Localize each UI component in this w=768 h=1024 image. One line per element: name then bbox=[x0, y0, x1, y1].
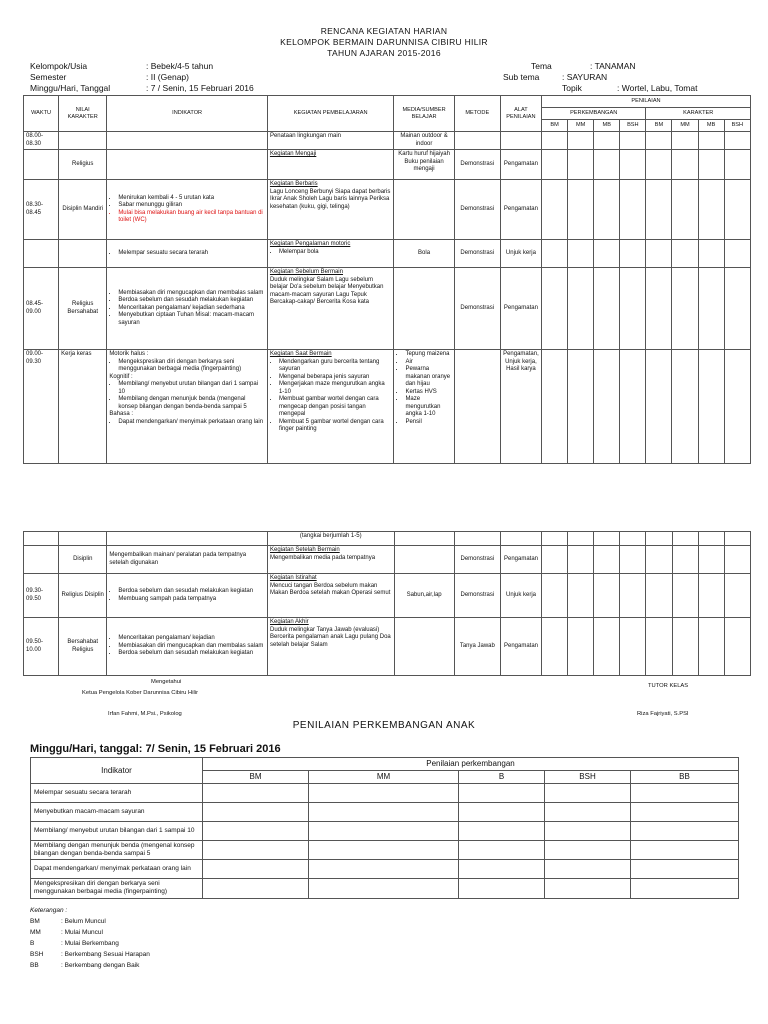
cell-waktu: 09.30-09.50 bbox=[24, 574, 59, 618]
cell-nilai: Disiplin Mandiri bbox=[59, 180, 107, 240]
rkh-table-continued bbox=[23, 531, 751, 676]
legend-bm: BM bbox=[30, 918, 40, 925]
score-cell[interactable] bbox=[631, 879, 739, 898]
sub-mm: MM bbox=[568, 120, 594, 132]
score-cell[interactable] bbox=[545, 879, 631, 898]
cell-kegiatan: Kegiatan Mengaji bbox=[269, 151, 317, 157]
kegiatan-body: Mencuci tangan Berdoa sebelum makan Makan Berdoa setelah makan Operasi semut bbox=[269, 582, 391, 596]
cell-metode: Demonstrasi bbox=[454, 180, 500, 240]
cell-metode: Demonstrasi bbox=[454, 240, 500, 268]
list-item: • Berdoa sebelum dan sesudah melakukan kegiatan bbox=[118, 297, 265, 305]
list-item: • Air bbox=[405, 359, 451, 367]
cell-indikator bbox=[107, 574, 268, 618]
cell-media bbox=[394, 350, 454, 464]
cell-metode: Demonstrasi bbox=[454, 546, 500, 574]
sub-mb-2: MB bbox=[698, 120, 724, 132]
kegiatan-body: Duduk melingkar Salam Lagu sebelum belajar Do'a sebelum belajar Menyebutkan macam-macam sayuran Lagu Tepuk Bercakap-cakap/ Bercerita Kosa kata bbox=[269, 276, 384, 305]
list-item: • Dapat mendengarkan/ menyimak perkataan orang lain bbox=[118, 419, 265, 427]
list-item: • Membilang dengan menunjuk benda (mengenal konsep bilangan dengan benda-benda sampai 5 bbox=[118, 396, 265, 411]
list-item: • Mendengarkan guru bercerita tentang sayuran bbox=[279, 359, 392, 374]
score-cell[interactable] bbox=[459, 860, 545, 879]
table-row bbox=[24, 180, 751, 240]
score-cell[interactable] bbox=[309, 803, 459, 822]
list-item: • Mengekspresikan diri dengan berkarya seni menggunakan berbagai media (fingerpainting) bbox=[118, 359, 265, 374]
cell-kegiatan: (tangkai berjumlah 1-5) bbox=[267, 532, 394, 546]
col-indikator: INDIKATOR bbox=[107, 96, 268, 132]
list-item: • Pensil bbox=[405, 419, 451, 427]
indicator-cell: Dapat mendengarkan/ menyimak perkataan orang lain bbox=[31, 860, 203, 879]
col-alat: ALAT PENILAIAN bbox=[500, 96, 541, 132]
score-cell[interactable] bbox=[203, 860, 309, 879]
legend-title: Keterangan : bbox=[30, 907, 68, 914]
subtema-label: Sub tema bbox=[503, 72, 540, 82]
cell-nilai: Disiplin bbox=[59, 546, 107, 574]
legend-bb-text: : Berkembang dengan Baik bbox=[61, 962, 140, 969]
cell-kegiatan: Penataan lingkungan main bbox=[267, 132, 394, 150]
score-cell[interactable] bbox=[459, 803, 545, 822]
indicator-cell: Menyebutkan macam-macam sayuran bbox=[31, 803, 203, 822]
score-cell[interactable] bbox=[545, 784, 631, 803]
semester-label: Semester bbox=[30, 72, 67, 82]
score-cell[interactable] bbox=[545, 841, 631, 860]
col-karakter: KARAKTER bbox=[646, 108, 751, 120]
level-bb: BB bbox=[631, 771, 739, 784]
table-row bbox=[31, 803, 739, 822]
list-item: • Membuang sampah pada tempatnya bbox=[118, 596, 265, 604]
score-cell[interactable] bbox=[309, 822, 459, 841]
table-row bbox=[24, 240, 751, 268]
table-row bbox=[31, 879, 739, 898]
kegiatan-body: Mengembalikan media pada tempatnya bbox=[269, 554, 376, 561]
indicator-cell: Membilang dengan menunjuk benda (mengenal konsep bilangan dengan benda-benda sampai 5 bbox=[31, 841, 203, 860]
legend-bm-text: : Belum Muncul bbox=[61, 918, 106, 925]
topik-label: Topik bbox=[562, 83, 582, 93]
col-penilaian-perkembangan: Penilaian perkembangan bbox=[203, 758, 739, 771]
level-mm: MM bbox=[309, 771, 459, 784]
col-waktu: WAKTU bbox=[24, 96, 59, 132]
list-item: • Membuat 5 gambar wortel dengan cara finger painting bbox=[279, 419, 392, 434]
cell-media: Bola bbox=[394, 240, 454, 268]
table-row bbox=[24, 618, 751, 676]
indicator-cell: Membilang/ menyebut urutan bilangan dari 1 sampai 10 bbox=[31, 822, 203, 841]
cell-waktu: 08.30-08.45 bbox=[24, 180, 59, 240]
cell-indikator bbox=[107, 268, 268, 350]
motorik-label: Motorik halus : bbox=[109, 351, 149, 357]
list-item: • Menceritakan pengalaman/ kejadian sederhana bbox=[118, 305, 265, 313]
cell-alat: Pengamatan, Unjuk kerja, Hasil karya bbox=[500, 350, 541, 464]
kegiatan-body: Lagu Lonceng Berbunyi Siapa dapat berbaris Ikrar Anak Sholeh Lagu baris lainnya Periksa kesehatan (kuku, gigi, telinga) bbox=[269, 188, 391, 210]
minggu-label: Minggu/Hari, Tanggal bbox=[30, 83, 111, 93]
score-cell[interactable] bbox=[545, 822, 631, 841]
cell-waktu: 08.00-08.30 bbox=[24, 132, 59, 150]
cell-media: Kartu huruf hijaiyah Buku penilaian mengaji bbox=[394, 150, 454, 180]
cell-alat: Unjuk kerja bbox=[500, 240, 541, 268]
table-row bbox=[31, 784, 739, 803]
list-item: • Mulai bisa melakukan buang air kecil tanpa bantuan di toilet (WC) bbox=[118, 210, 265, 225]
sub-mm-2: MM bbox=[672, 120, 698, 132]
kelompok-label: Kelompok/Usia bbox=[30, 61, 88, 71]
score-cell[interactable] bbox=[309, 841, 459, 860]
table-row bbox=[31, 822, 739, 841]
mengetahui-label: Mengetahui bbox=[151, 679, 182, 685]
cell-waktu: 09.50-10.00 bbox=[24, 618, 59, 676]
sub-bm: BM bbox=[542, 120, 568, 132]
list-item: • Menceritakan pengalaman/ kejadian bbox=[118, 635, 265, 643]
col-indikator: Indikator bbox=[31, 758, 203, 784]
score-cell[interactable] bbox=[459, 784, 545, 803]
legend-b: B bbox=[30, 940, 35, 947]
cell-kegiatan bbox=[267, 350, 394, 464]
list-item: • Berdoa sebelum dan sesudah melakukan kegiatan bbox=[118, 588, 265, 596]
score-cell[interactable] bbox=[203, 803, 309, 822]
cell-alat: Pengamatan bbox=[500, 150, 541, 180]
cell-indikator bbox=[107, 240, 268, 268]
table-row bbox=[24, 546, 751, 574]
list-item: • Melempar sesuatu secara terarah bbox=[118, 250, 265, 258]
score-cell[interactable] bbox=[309, 879, 459, 898]
cell-waktu: 09.00-09.30 bbox=[24, 350, 59, 464]
cell-kegiatan bbox=[267, 574, 394, 618]
table-row bbox=[31, 860, 739, 879]
tutor-name: Riza Fajriyati, S.PSI bbox=[637, 711, 689, 717]
kegiatan-title: Kegiatan Setelah Bermain bbox=[269, 547, 340, 553]
cell-kegiatan bbox=[267, 268, 394, 350]
list-item: • Membiasakan diri mengucapkan dan membalas salam bbox=[118, 643, 265, 651]
cell-media: Sabun,air,lap bbox=[394, 574, 454, 618]
kegiatan-title: Kegiatan Istirahat bbox=[269, 575, 317, 581]
cell-nilai: Religius Bersahabat bbox=[59, 268, 107, 350]
list-item: • Menirukan kembali 4 - 5 urutan kata bbox=[118, 195, 265, 203]
kegiatan-title: Kegiatan Akhir bbox=[269, 619, 309, 625]
sub-bsh-2: BSH bbox=[724, 120, 750, 132]
cell-nilai: Bersahabat Religius bbox=[59, 618, 107, 676]
legend-mm-text: : Mulai Muncul bbox=[61, 929, 103, 936]
col-nilai: NILAI KARAKTER bbox=[59, 96, 107, 132]
cell-kegiatan bbox=[267, 180, 394, 240]
score-cell[interactable] bbox=[309, 784, 459, 803]
cell-kegiatan bbox=[267, 240, 394, 268]
doc-title-1: RENCANA KEGIATAN HARIAN bbox=[320, 26, 448, 36]
table-row bbox=[24, 150, 751, 180]
legend-b-text: : Mulai Berkembang bbox=[61, 940, 119, 947]
indicator-cell: Melempar sesuatu secara terarah bbox=[31, 784, 203, 803]
list-item: • Berdoa sebelum dan sesudah melakukan kegiatan bbox=[118, 650, 265, 658]
kegiatan-title: Kegiatan Berbaris bbox=[269, 181, 318, 187]
list-item: • Sabar menunggu giliran bbox=[118, 202, 265, 210]
list-item: • Membiasakan diri mengucapkan dan membalas salam bbox=[118, 290, 265, 298]
level-b: B bbox=[459, 771, 545, 784]
score-cell[interactable] bbox=[309, 860, 459, 879]
score-cell[interactable] bbox=[459, 841, 545, 860]
legend-bb: BB bbox=[30, 962, 39, 969]
cell-metode: Demonstrasi bbox=[454, 268, 500, 350]
rkh-table bbox=[23, 95, 751, 464]
tema-label: Tema bbox=[531, 61, 552, 71]
level-bsh: BSH bbox=[545, 771, 631, 784]
cell-alat: Pengamatan bbox=[500, 268, 541, 350]
list-item: • Melempar bola bbox=[279, 249, 392, 257]
table-row bbox=[24, 132, 751, 150]
score-cell[interactable] bbox=[631, 784, 739, 803]
cell-metode: Demonstrasi bbox=[454, 150, 500, 180]
topik-value: : Wortel, Labu, Tomat bbox=[617, 83, 698, 93]
col-perkembangan: PERKEMBANGAN bbox=[542, 108, 646, 120]
score-cell[interactable] bbox=[631, 803, 739, 822]
subtema-value: : SAYURAN bbox=[562, 72, 608, 82]
cell-alat: Pengamatan bbox=[500, 546, 541, 574]
col-media: MEDIA/SUMBER BELAJAR bbox=[394, 96, 454, 132]
legend-bsh-text: : Berkembang Sesuai Harapan bbox=[61, 951, 150, 958]
kegiatan-title: Kegiatan Saat Bermain bbox=[269, 351, 332, 357]
cell-alat: Pengamatan bbox=[500, 618, 541, 676]
assessment-table bbox=[30, 757, 739, 899]
kelompok-value: : Bebek/4-5 tahun bbox=[146, 61, 214, 71]
kegiatan-title: Kegiatan Pengalaman motoric bbox=[269, 241, 351, 247]
sub-bm-2: BM bbox=[646, 120, 672, 132]
cell-kegiatan bbox=[267, 618, 394, 676]
assessment-date: Minggu/Hari, tanggal: 7/ Senin, 15 Februari 2016 bbox=[30, 743, 281, 755]
score-cell[interactable] bbox=[203, 841, 309, 860]
cell-indikator: Mengembalikan mainan/ peralatan pada tempatnya setelah digunakan bbox=[107, 546, 268, 574]
cell-media: Mainan outdoor & indoor bbox=[394, 132, 454, 150]
cell-nilai: Religius bbox=[59, 150, 107, 180]
cell-metode: Demonstrasi bbox=[454, 574, 500, 618]
cell-waktu: 08.45-09.00 bbox=[24, 268, 59, 350]
table-row bbox=[31, 841, 739, 860]
cell-indikator bbox=[107, 350, 268, 464]
cell-nilai: Kerja keras bbox=[59, 350, 107, 464]
list-item: • Menyebutkan ciptaan Tuhan Misal: macam-macam sayuran bbox=[118, 312, 265, 327]
col-penilaian: PENILAIAN bbox=[542, 96, 751, 108]
list-item: • Maze mengurutkan angka 1-10 bbox=[405, 396, 451, 419]
cell-alat: Unjuk kerja bbox=[500, 574, 541, 618]
list-item: • Membilang/ menyebut urutan bilangan dari 1 sampai 10 bbox=[118, 381, 265, 396]
bahasa-label: Bahasa : bbox=[109, 411, 133, 417]
list-item: • Membuat gambar wortel dengan cara mengecap dengan posisi tangan mengepal bbox=[279, 396, 392, 419]
table-row bbox=[24, 532, 751, 546]
ketua-title: Ketua Pengelola Kober Darunnisa Cibiru Hilir bbox=[82, 690, 199, 696]
ketua-name: Irfan Fahmi, M.Psi., Psikolog bbox=[108, 711, 182, 717]
assessment-title: PENILAIAN PERKEMBANGAN ANAK bbox=[292, 720, 476, 731]
semester-value: : II (Genap) bbox=[146, 72, 189, 82]
score-cell[interactable] bbox=[545, 803, 631, 822]
kognitif-label: Kognitif : bbox=[109, 373, 133, 380]
doc-title-3: TAHUN AJARAN 2015-2016 bbox=[327, 48, 441, 58]
score-cell[interactable] bbox=[203, 879, 309, 898]
col-metode: METODE bbox=[454, 96, 500, 132]
legend-mm: MM bbox=[30, 929, 41, 936]
list-item: • Kertas HVS bbox=[405, 389, 451, 397]
list-item: • Pewarna makanan oranye dan hijau bbox=[405, 366, 451, 389]
level-bm: BM bbox=[203, 771, 309, 784]
sub-mb: MB bbox=[594, 120, 620, 132]
table-row bbox=[24, 350, 751, 464]
kegiatan-body: Duduk melingkar Tanya Jawab (evaluasi) Bercerita pengalaman anak Lagu pulang Doa setelah belajar Salam bbox=[269, 626, 391, 648]
list-item: • Tepung maizena bbox=[405, 351, 451, 359]
minggu-value: : 7 / Senin, 15 Februari 2016 bbox=[146, 83, 254, 93]
cell-nilai: Religius Disiplin bbox=[59, 574, 107, 618]
col-kegiatan: KEGIATAN PEMBELAJARAN bbox=[267, 96, 394, 132]
cell-indikator bbox=[107, 618, 268, 676]
table-row bbox=[24, 268, 751, 350]
score-cell[interactable] bbox=[631, 860, 739, 879]
score-cell[interactable] bbox=[459, 822, 545, 841]
score-cell[interactable] bbox=[545, 860, 631, 879]
cell-alat: Pengamatan bbox=[500, 180, 541, 240]
indicator-cell: Mengekspresikan diri dengan berkarya seni menggunakan berbagai media (fingerpainting) bbox=[31, 879, 203, 898]
doc-title-2: KELOMPOK BERMAIN DARUNNISA CIBIRU HILIR bbox=[280, 37, 488, 47]
cell-metode: Tanya Jawab bbox=[454, 618, 500, 676]
kegiatan-title: Kegiatan Sebelum Bermain bbox=[269, 269, 343, 275]
list-item: • Mengenal beberapa jenis sayuran bbox=[279, 374, 392, 382]
cell-kegiatan bbox=[267, 546, 394, 574]
list-item: • Mengerjakan maze mengurutkan angka 1-10 bbox=[279, 381, 392, 396]
sub-bsh: BSH bbox=[620, 120, 646, 132]
tutor-label: TUTOR KELAS bbox=[648, 683, 689, 689]
tema-value: : TANAMAN bbox=[590, 61, 636, 71]
score-cell[interactable] bbox=[459, 879, 545, 898]
score-cell[interactable] bbox=[203, 822, 309, 841]
cell-indikator bbox=[107, 180, 268, 240]
table-row bbox=[24, 574, 751, 618]
score-cell[interactable] bbox=[631, 841, 739, 860]
score-cell[interactable] bbox=[203, 784, 309, 803]
score-cell[interactable] bbox=[631, 822, 739, 841]
legend-bsh: BSH bbox=[30, 951, 44, 958]
